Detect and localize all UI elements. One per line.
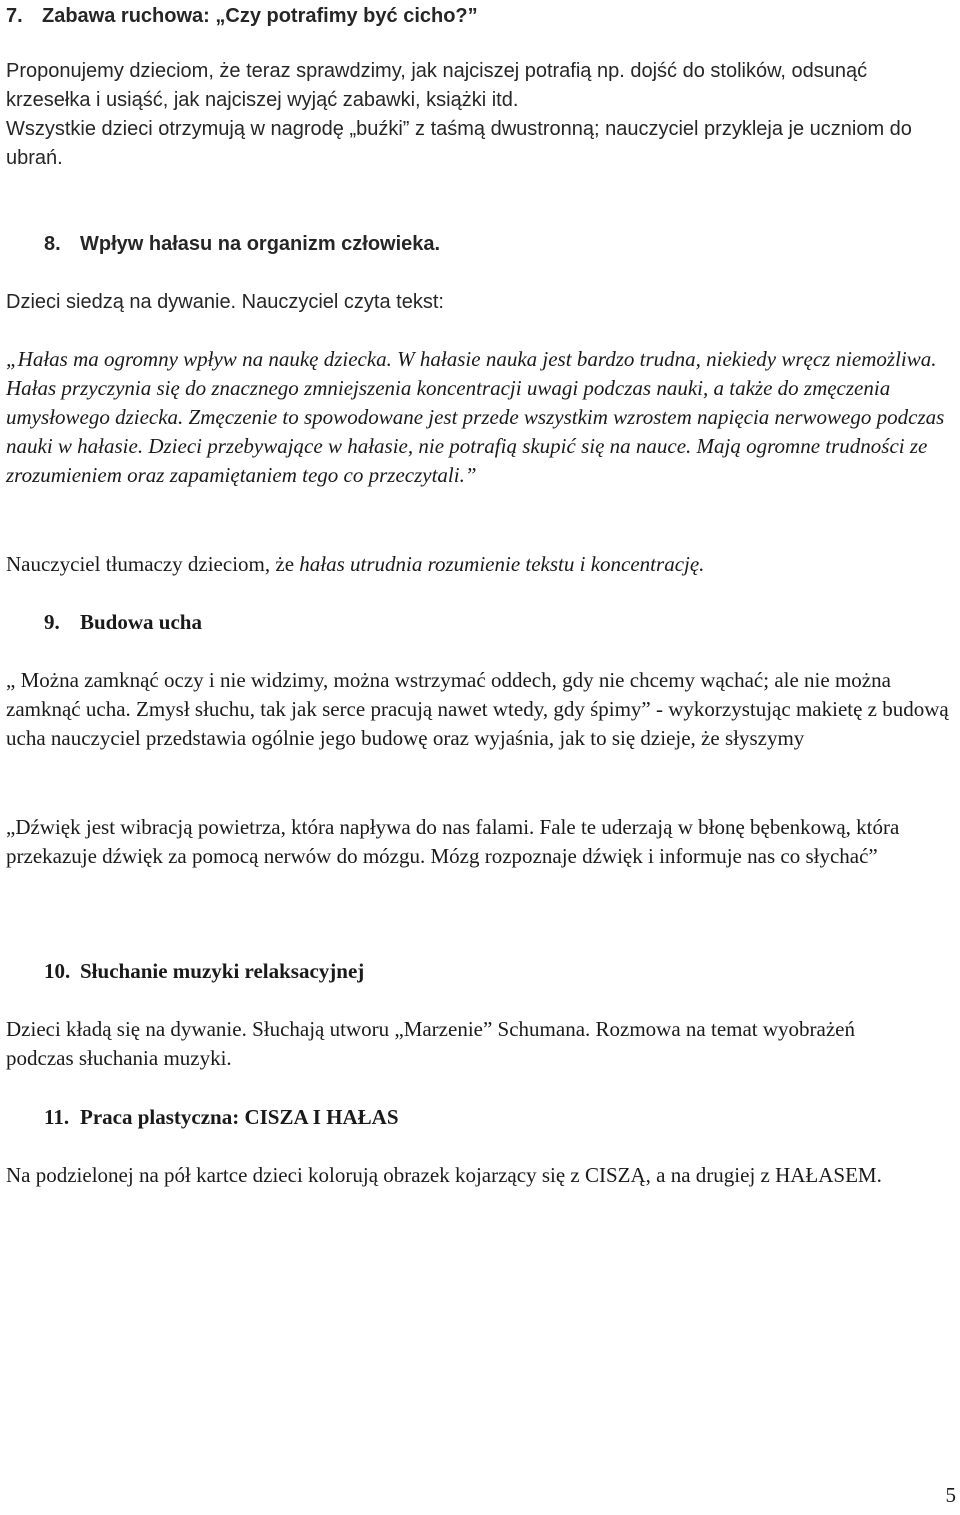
section-7-heading — [6, 2, 478, 31]
section-8-title: Wpływ hałasu na organizm człowieka. — [80, 233, 441, 255]
section-11-heading — [44, 1103, 399, 1132]
section-8-explanation-prefix: Nauczyciel tłumaczy dzieciom, że — [6, 552, 300, 576]
section-10-paragraph: Dzieci kładą się na dywanie. Słuchają utworu „Marzenie” Schumana. Rozmowa na temat wyobrażeń podczas słuchania muzyki. — [6, 1017, 856, 1070]
section-9-title: Budowa ucha — [80, 610, 202, 634]
section-9-paragraph-1: „ Można zamknąć oczy i nie widzimy, można wstrzymać oddech, gdy nie chcemy wąchać; ale nie można zamknąć ucha. Zmysł słuchu, tak jak serce pracują nawet wtedy, gdy śpimy” - wykorzystując makietę z budową ucha nauczyciel przedstawia ogólnie jego budowę oraz wyjaśnia, jak to się dzieje, że słyszymy — [6, 668, 949, 750]
section-10-heading — [44, 957, 364, 986]
section-8-quote: „Hałas ma ogromny wpływ na naukę dziecka. W hałasie nauka jest bardzo trudna, niekiedy wręcz niemożliwa. Hałas przyczynia się do znacznego zmniejszenia koncentracji uwagi podczas nauki, a także do zmęczenia umysłowego dziecka. Zmęczenie to spowodowane jest przede wszystkim wzrostem napięcia nerwowego podczas nauki w hałasie. Dzieci przebywające w hałasie, nie potrafią skupić się na nauce. Mają ogromne trudności ze zrozumieniem oraz zapamiętaniem tego co przeczytali.” — [6, 347, 945, 487]
section-7-number: 7. — [6, 5, 23, 27]
section-9-heading — [44, 608, 202, 637]
section-10-number: 10. — [44, 959, 71, 983]
section-8-number: 8. — [44, 233, 61, 255]
section-8-explanation-italic: hałas utrudnia rozumienie tekstu i koncentrację. — [299, 552, 705, 576]
page-number: 5 — [945, 1483, 956, 1507]
section-7-paragraph-1: Proponujemy dzieciom, że teraz sprawdzimy, jak najciszej potrafią np. dojść do stolików, odsunąć krzesełka i usiąść, jak najciszej wyjąć zabawki, książki itd. — [6, 60, 868, 111]
section-11-paragraph: Na podzielonej na pół kartce dzieci kolorują obrazek kojarzący się z CISZĄ, a na drugiej z HAŁASEM. — [6, 1163, 882, 1187]
section-9-number: 9. — [44, 610, 60, 634]
section-8-intro: Dzieci siedzą na dywanie. Nauczyciel czyta tekst: — [6, 291, 444, 313]
section-7-paragraph-2: Wszystkie dzieci otrzymują w nagrodę „buźki” z taśmą dwustronną; nauczyciel przykleja je uczniom do ubrań. — [6, 118, 912, 169]
section-11-number: 11. — [44, 1105, 70, 1129]
section-8-heading — [44, 230, 440, 259]
section-11-title: Praca plastyczna: CISZA I HAŁAS — [80, 1105, 399, 1129]
section-10-title: Słuchanie muzyki relaksacyjnej — [80, 959, 365, 983]
section-7-title: Zabawa ruchowa: „Czy potrafimy być cicho?” — [42, 5, 478, 27]
section-9-paragraph-2: „Dźwięk jest wibracją powietrza, która napływa do nas falami. Fale te uderzają w błonę bębenkową, która przekazuje dźwięk za pomocą nerwów do mózgu. Mózg rozpoznaje dźwięk i informuje nas co słychać” — [6, 815, 900, 868]
section-8-explanation — [6, 550, 958, 579]
